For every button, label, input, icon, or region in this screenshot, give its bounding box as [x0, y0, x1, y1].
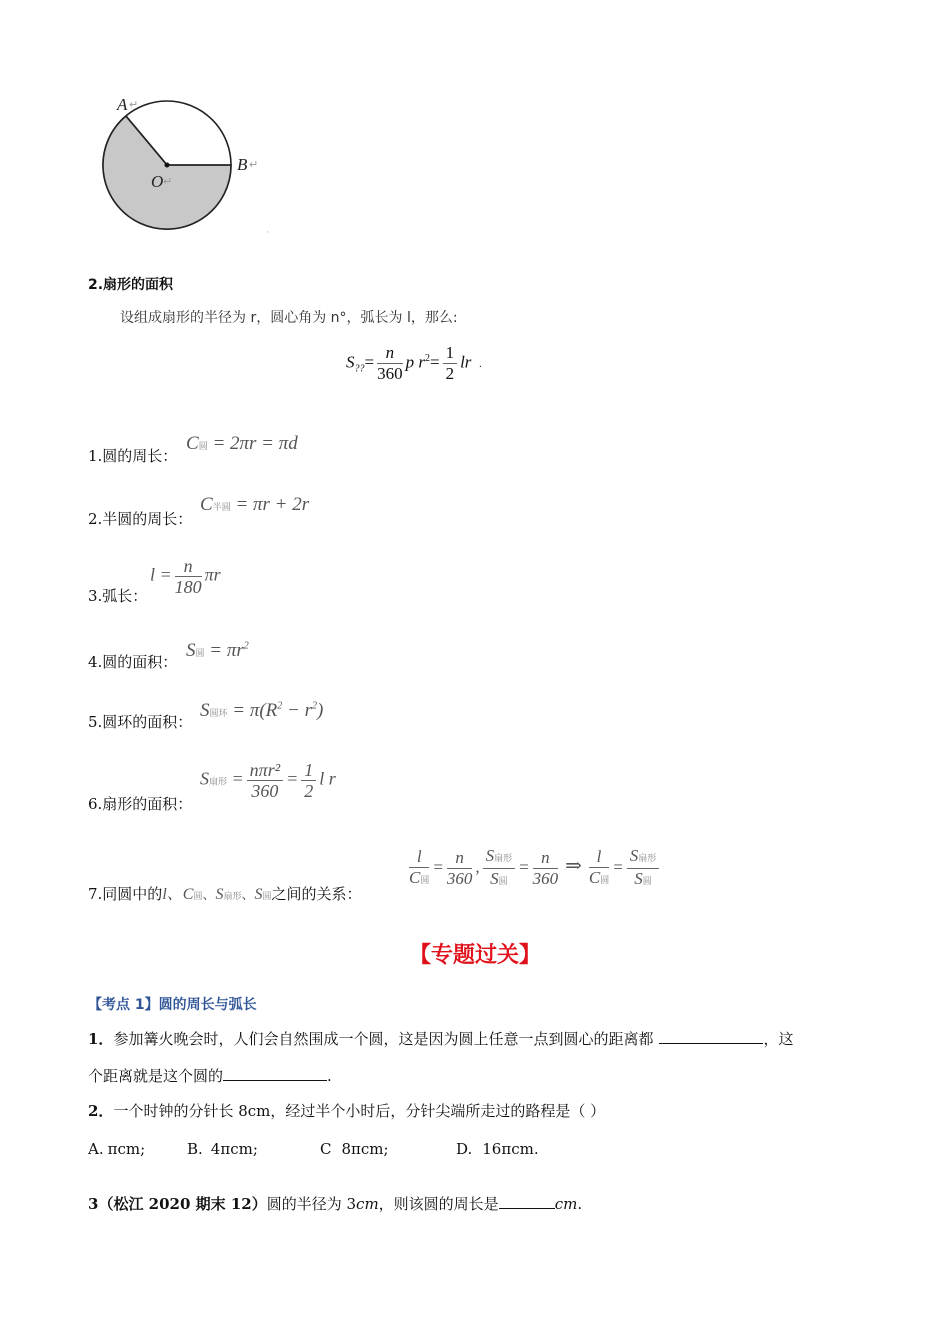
- relation-formula: $\frac{l}{\text{C圆}}$ = $\frac{n}{360}$ , $\frac{\text{S扇形}}{\text{S圆}}$ = $\frac{n}{360}$ ⇒ $\frac{l}{\text{C圆}}$ = $\frac{\text{S扇形}}{\text{S圆}}$: [406, 846, 662, 891]
- label-a: A: [117, 95, 128, 114]
- sector-area-formula: $S_{??}=$ $\frac{n}{360}$ p $r^2=$ $\frac{1}{2}$ lr .: [346, 343, 482, 383]
- option-a[interactable]: A. πcm;: [88, 1140, 146, 1158]
- formula-label-6: 6.扇形的面积：: [88, 795, 193, 813]
- return-a: ↵: [129, 98, 139, 111]
- question-3: 3（松江 2020 期末 12）圆的半径为 3cm，则该圆的周长是 cm.: [88, 1195, 583, 1213]
- formula-label-2: 2.半圆的周长：: [88, 510, 193, 528]
- question-1-line2: 个距离就是这个圆的 .: [88, 1067, 332, 1085]
- sector-diagram: [95, 88, 280, 248]
- return-o: ↵: [163, 175, 173, 188]
- section-title: 【专题过关】: [408, 943, 541, 968]
- formula-label-5: 5.圆环的面积：: [88, 713, 193, 731]
- answer-blank: [499, 1194, 555, 1209]
- formula-label-1: 1.圆的周长：: [88, 447, 178, 465]
- formula-6: S扇形 = $\frac{\text{nπr²}}{360}$ = $\frac{1}{2}$ l r: [200, 760, 336, 801]
- relation-label: 7.同圆中的l、C圆、S扇形、S圆之间的关系：: [88, 885, 362, 903]
- option-d[interactable]: D. 16πcm.: [456, 1140, 539, 1158]
- formula-label-4: 4.圆的面积：: [88, 653, 178, 671]
- label-o: O: [151, 172, 164, 191]
- label-b: B: [237, 155, 248, 174]
- svg-text:': ': [267, 231, 269, 238]
- formula-5: S圆环 = $\pi(R^2 - r^2)$: [200, 700, 324, 721]
- topic-heading: 【考点 1】圆的周长与弧长: [88, 997, 257, 1013]
- section-heading: 2.扇形的面积: [88, 277, 174, 293]
- formula-2: C半圆 = πr + 2r: [200, 494, 310, 515]
- formula-4: S圆 = $\pi r^2$: [186, 640, 249, 661]
- formula-1: C圆 = 2πr = πd: [186, 433, 298, 454]
- return-b: ↵: [249, 158, 259, 171]
- option-c[interactable]: C 8πcm;: [320, 1140, 389, 1158]
- section-intro: 设组成扇形的半径为 r，圆心角为 n°，弧长为 l，那么:: [120, 310, 458, 326]
- question-1-line1: 1．参加篝火晚会时，人们会自然围成一个圆，这是因为圆上任意一点到圆心的距离都 ，这: [88, 1030, 794, 1048]
- option-b[interactable]: B. 4πcm;: [187, 1140, 258, 1158]
- formula-label-3: 3.弧长：: [88, 587, 148, 605]
- answer-blank: [659, 1029, 763, 1044]
- formula-3: l = $\frac{n}{180}$ πr: [150, 556, 221, 597]
- question-2: 2．一个时钟的分针长 8cm，经过半个小时后，分针尖端所走过的路程是（ ）: [88, 1102, 606, 1120]
- answer-blank: [223, 1066, 327, 1081]
